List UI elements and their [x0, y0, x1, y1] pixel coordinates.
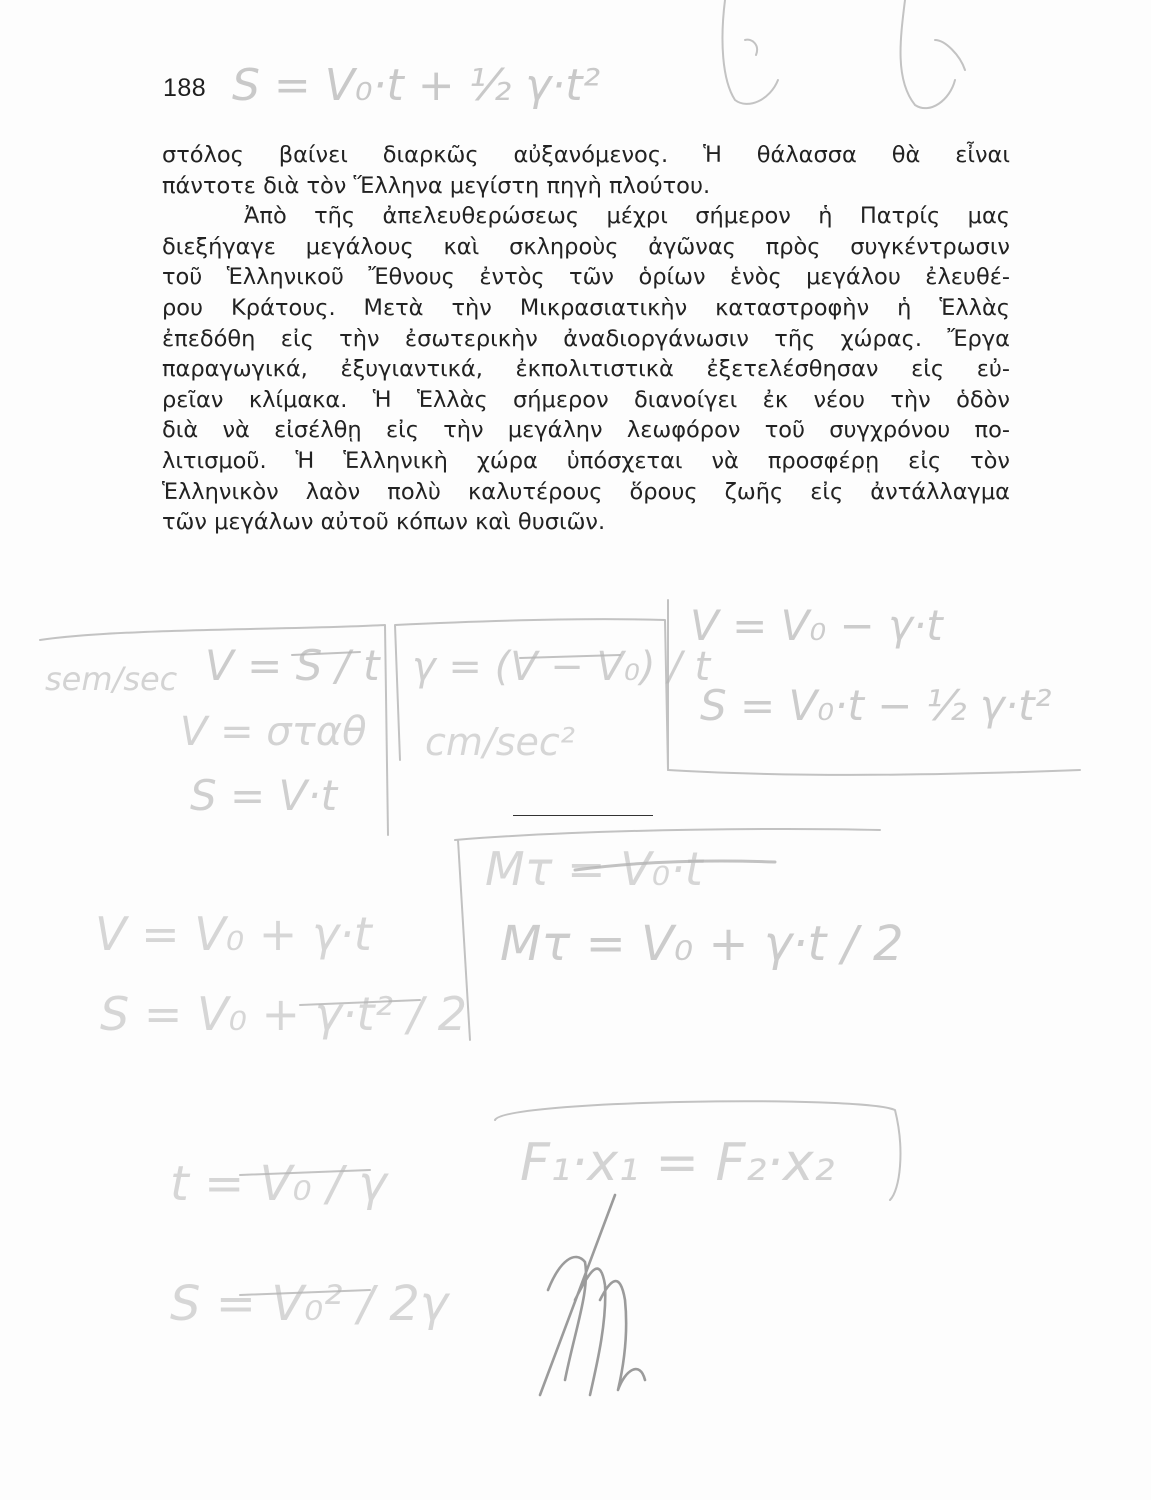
fraction-bar	[300, 1000, 420, 1005]
handwritten-crossed-formula: Mτ = V₀·t	[485, 842, 703, 896]
text-line: ρεῖαν κλίμακα. Ἡ Ἑλλὰς σήμερον διανοίγει ἐκ νέου τὴν ὁδὸν	[162, 386, 1010, 413]
fraction-bar	[240, 1290, 370, 1295]
pencil-box-middle	[395, 619, 668, 770]
handwritten-formula: V = V₀ − γ·t	[690, 601, 943, 650]
handwritten-formula: S = V·t	[190, 771, 338, 820]
text-line: ἐπεδόθη εἰς τὴν ἐσωτερικὴν ἀναδιοργάνωσιν τῆς χώρας. Ἔργα	[162, 325, 1010, 352]
handwritten-formula: F₁·x₁ = F₂·x₂	[520, 1133, 835, 1193]
handwritten-unit-left: sem/sec	[45, 660, 178, 698]
handwritten-formula: S = V₀² / 2γ	[170, 1276, 449, 1332]
handwritten-formula: V = σταθ	[180, 709, 367, 755]
text-line: Ἀπὸ τῆς ἀπελευθερώσεως μέχρι σήμερον ἡ Πατρίς μας	[244, 203, 1010, 230]
fraction-bar	[520, 655, 620, 658]
pencil-strike	[575, 861, 775, 870]
handwritten-formula: S = V₀·t − ½ γ·t²	[700, 681, 1052, 730]
text-line: Ἑλληνικὸν λαὸν πολὺ καλυτέρους ὅρους ζωῆς εἰς ἀντάλλαγμα	[162, 478, 1010, 505]
text-line: ρου Κράτους. Μετὰ τὴν Μικρασιατικὴν καταστροφὴν ἡ Ἑλλὰς	[162, 294, 1010, 321]
signature	[540, 1195, 645, 1395]
pencil-box-lower-right	[495, 1101, 900, 1200]
text-line: διὰ νὰ εἰσέλθῃ εἰς τὴν μεγάλην λεωφόρον τοῦ συγχρόνου πο-	[162, 417, 1010, 444]
handwritten-formula: V = V₀ + γ·t	[95, 907, 372, 961]
text-line: λιτισμοῦ. Ἡ Ἑλληνικὴ χώρα ὑπόσχεται νὰ προσφέρῃ εἰς τὸν	[162, 447, 1010, 474]
face-doodle	[722, 0, 778, 104]
text-line: πάντοτε διὰ τὸν Ἕλληνα μεγίστη πηγὴ πλούτου.	[162, 172, 711, 199]
handwritten-top-formula: S = V₀·t + ½ γ·t²	[232, 60, 601, 111]
text-line: τῶν μεγάλων αὐτοῦ κόπων καὶ θυσιῶν.	[162, 509, 606, 536]
handwritten-formula: t = V₀ / γ	[170, 1156, 387, 1212]
pencil-box-left	[40, 625, 388, 835]
fraction-bar	[240, 1170, 370, 1175]
handwritten-formula: V = S / t	[205, 641, 380, 690]
text-line: παραγωγικά, ἐξυγιαντικά, ἐκπολιτιστικὰ ἐξετελέσθησαν εἰς εὐ-	[162, 356, 1010, 383]
handwritten-formula: S = V₀ + γ·t² / 2	[100, 987, 468, 1041]
text-line: τοῦ Ἑλληνικοῦ Ἔθνους ἐντὸς τῶν ὁρίων ἑνὸς μεγάλου ἐλευθέ-	[162, 264, 1010, 291]
separator-rule	[513, 815, 653, 816]
body-text	[162, 140, 1010, 538]
page-number: 188	[163, 74, 207, 102]
handwritten-unit-middle: cm/sec²	[425, 720, 576, 764]
face-doodle	[901, 0, 965, 108]
text-line: διεξήγαγε μεγάλους καὶ σκληροὺς ἀγῶνας πρὸς συγκέντρωσιν	[162, 233, 1010, 260]
fraction-bar	[292, 652, 360, 655]
pencil-box-right	[668, 600, 1080, 775]
handwritten-formula: γ = (V − V₀) / t	[412, 644, 711, 690]
text-line: στόλος βαίνει διαρκῶς αὐξανόμενος. Ἡ θάλασσα θὰ εἶναι	[162, 142, 1010, 168]
pencil-box-mid-right	[455, 829, 880, 1040]
handwritten-formula: Mτ = V₀ + γ·t / 2	[500, 916, 904, 972]
